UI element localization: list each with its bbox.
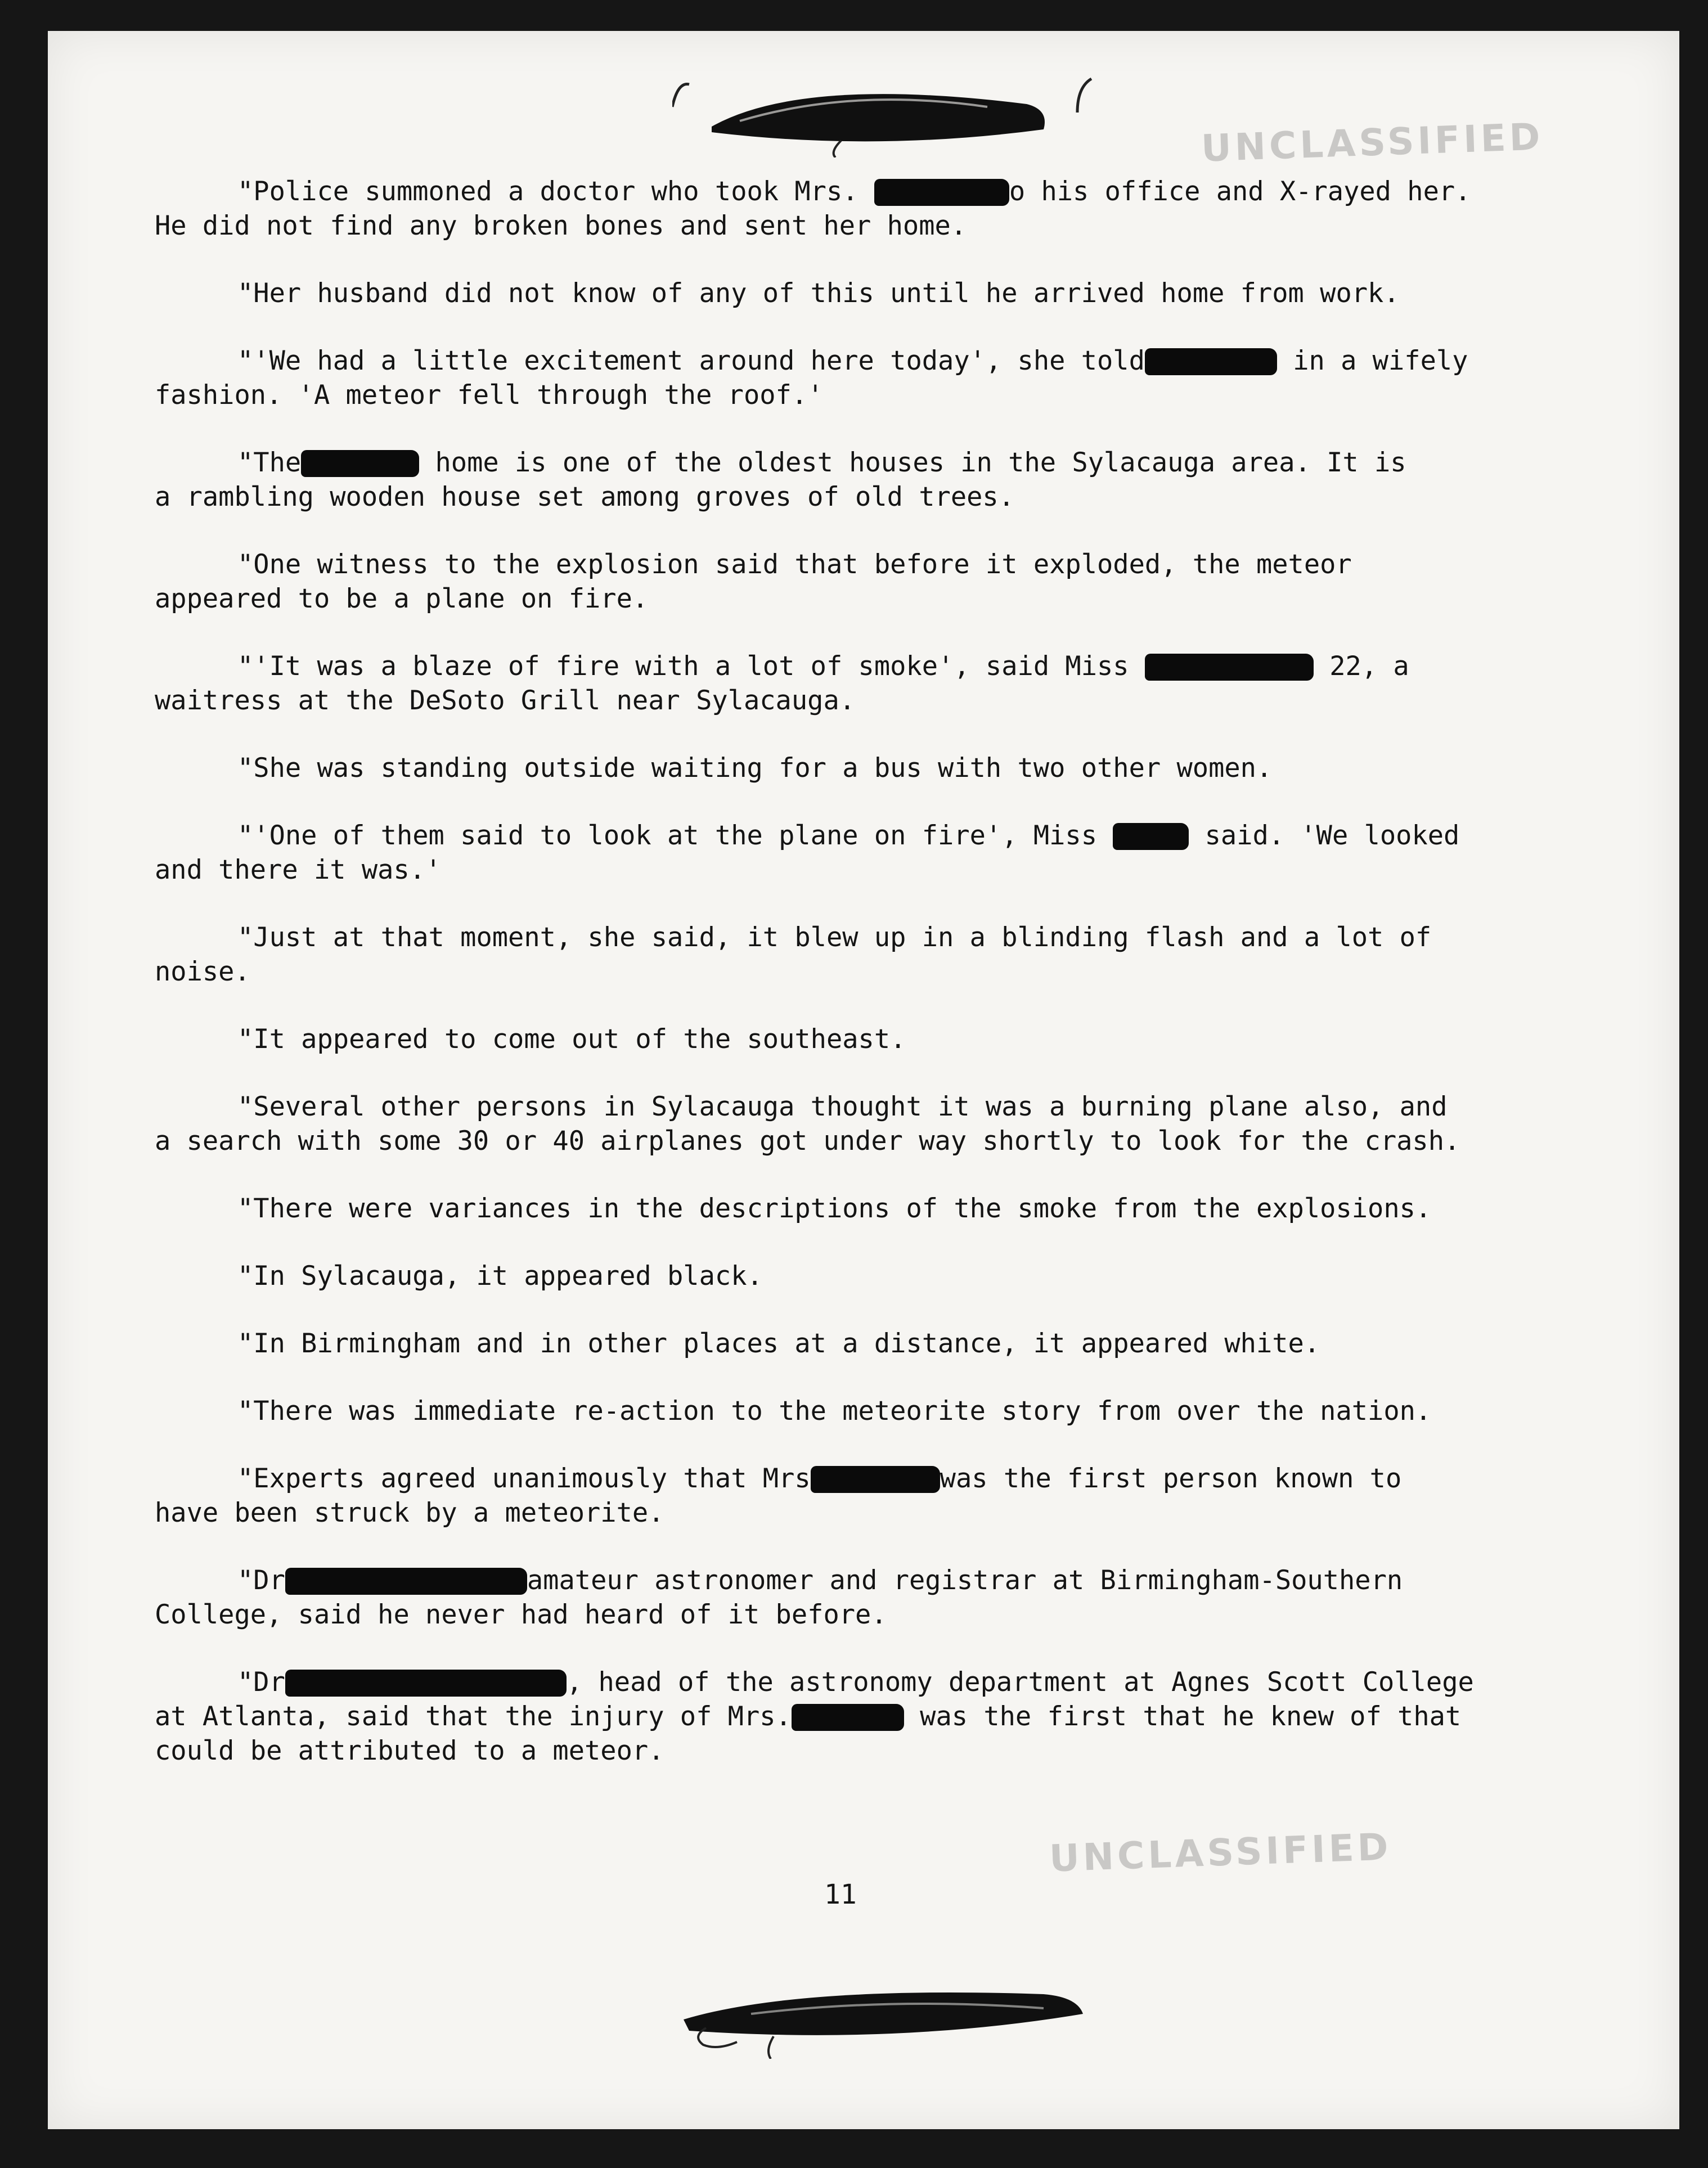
text-line: "In Birmingham and in other places at a distance, it appeared white. — [237, 1328, 1320, 1359]
paragraph-7 — [155, 751, 1657, 785]
paragraph-3 — [155, 344, 1657, 412]
text-line: waitress at the DeSoto Grill near Sylacauga. — [155, 685, 856, 716]
text-line: "One witness to the explosion said that before it exploded, the meteor — [237, 549, 1352, 580]
text-line: College, said he never had heard of it before. — [155, 1599, 887, 1630]
paragraph-1 — [155, 174, 1657, 243]
paragraph-6 — [155, 649, 1657, 718]
redaction-bar — [811, 1466, 940, 1493]
redaction-bar — [285, 1568, 527, 1595]
text-line: was the first person known to — [940, 1463, 1402, 1494]
text-line: in a wifely — [1276, 345, 1468, 376]
redacted-footer-mark — [672, 1974, 1105, 2059]
text-line: a search with some 30 or 40 airplanes got under way shortly to look for the crash. — [155, 1126, 1460, 1157]
paragraph-2 — [155, 276, 1657, 311]
text-line: home is one of the oldest houses in the Sylacauga area. It is — [419, 447, 1406, 478]
text-line: "Experts agreed unanimously that Mrs — [237, 1463, 811, 1494]
paragraph-9 — [155, 920, 1657, 989]
text-line: "There were variances in the descriptions of the smoke from the explosions. — [237, 1193, 1432, 1224]
redaction-bar — [874, 179, 1009, 206]
unclassified-stamp-top: UNCLASSIFIED — [1200, 115, 1544, 170]
text-line: and there it was.' — [155, 854, 442, 885]
page-number: 11 — [824, 1879, 857, 1910]
text-line: "Dr — [237, 1667, 285, 1698]
redaction-bar — [792, 1704, 904, 1731]
paragraph-8 — [155, 818, 1657, 887]
text-line: noise. — [155, 956, 250, 987]
text-line: , head of the astronomy department at Agnes Scott College — [566, 1667, 1474, 1698]
text-line: "Just at that moment, she said, it blew up in a blinding flash and a lot of — [237, 922, 1432, 953]
text-line: "She was standing outside waiting for a bus with two other women. — [237, 753, 1273, 784]
paragraph-10 — [155, 1022, 1657, 1056]
text-line: "Her husband did not know of any of this until he arrived home from work. — [237, 278, 1400, 309]
text-line: He did not find any broken bones and sent her home. — [155, 210, 967, 241]
redaction-bar — [285, 1670, 567, 1697]
text-line: "In Sylacauga, it appeared black. — [237, 1261, 763, 1292]
document-page — [48, 31, 1679, 2129]
paragraph-18 — [155, 1665, 1657, 1768]
text-line: fashion. 'A meteor fell through the roof.' — [155, 380, 824, 411]
text-line: "Dr — [237, 1565, 285, 1596]
text-line: "Several other persons in Sylacauga thought it was a burning plane also, and — [237, 1091, 1448, 1122]
paragraph-11 — [155, 1090, 1657, 1158]
paragraph-13 — [155, 1259, 1657, 1293]
text-line: "It appeared to come out of the southeast. — [237, 1024, 906, 1055]
text-line: "Police summoned a doctor who took Mrs. — [237, 176, 874, 207]
redaction-bar — [301, 450, 419, 477]
paragraph-5 — [155, 547, 1657, 616]
text-line: "'One of them said to look at the plane on fire', Miss — [237, 820, 1113, 851]
redaction-bar — [1145, 348, 1277, 375]
text-line: amateur astronomer and registrar at Birmingham-Southern — [527, 1565, 1403, 1596]
text-line: 22, a — [1313, 651, 1409, 682]
text-line: at Atlanta, said that the injury of Mrs. — [155, 1701, 792, 1732]
paragraph-15 — [155, 1394, 1657, 1428]
unclassified-stamp-bottom: UNCLASSIFIED — [1048, 1825, 1392, 1881]
text-line: "There was immediate re-action to the meteorite story from over the nation. — [237, 1396, 1432, 1427]
text-line: appeared to be a plane on fire. — [155, 583, 649, 614]
document-body — [155, 174, 1657, 1801]
paragraph-17 — [155, 1563, 1657, 1632]
text-line: have been struck by a meteorite. — [155, 1497, 664, 1528]
redacted-header-mark — [672, 73, 1105, 158]
paragraph-16 — [155, 1461, 1657, 1530]
text-line: "'We had a little excitement around here today', she told — [237, 345, 1145, 376]
redaction-bar — [1113, 823, 1189, 850]
paragraph-4 — [155, 446, 1657, 514]
text-line: said. 'We looked — [1189, 820, 1460, 851]
redaction-bar — [1145, 654, 1314, 681]
paragraph-12 — [155, 1191, 1657, 1226]
text-line: "'It was a blaze of fire with a lot of smoke', said Miss — [237, 651, 1145, 682]
text-line: "The — [237, 447, 302, 478]
text-line: was the first that he knew of that — [904, 1701, 1462, 1732]
text-line: o his office and X-rayed her. — [1009, 176, 1471, 207]
text-line: could be attributed to a meteor. — [155, 1735, 664, 1766]
text-line: a rambling wooden house set among groves of old trees. — [155, 482, 1015, 512]
paragraph-14 — [155, 1326, 1657, 1361]
